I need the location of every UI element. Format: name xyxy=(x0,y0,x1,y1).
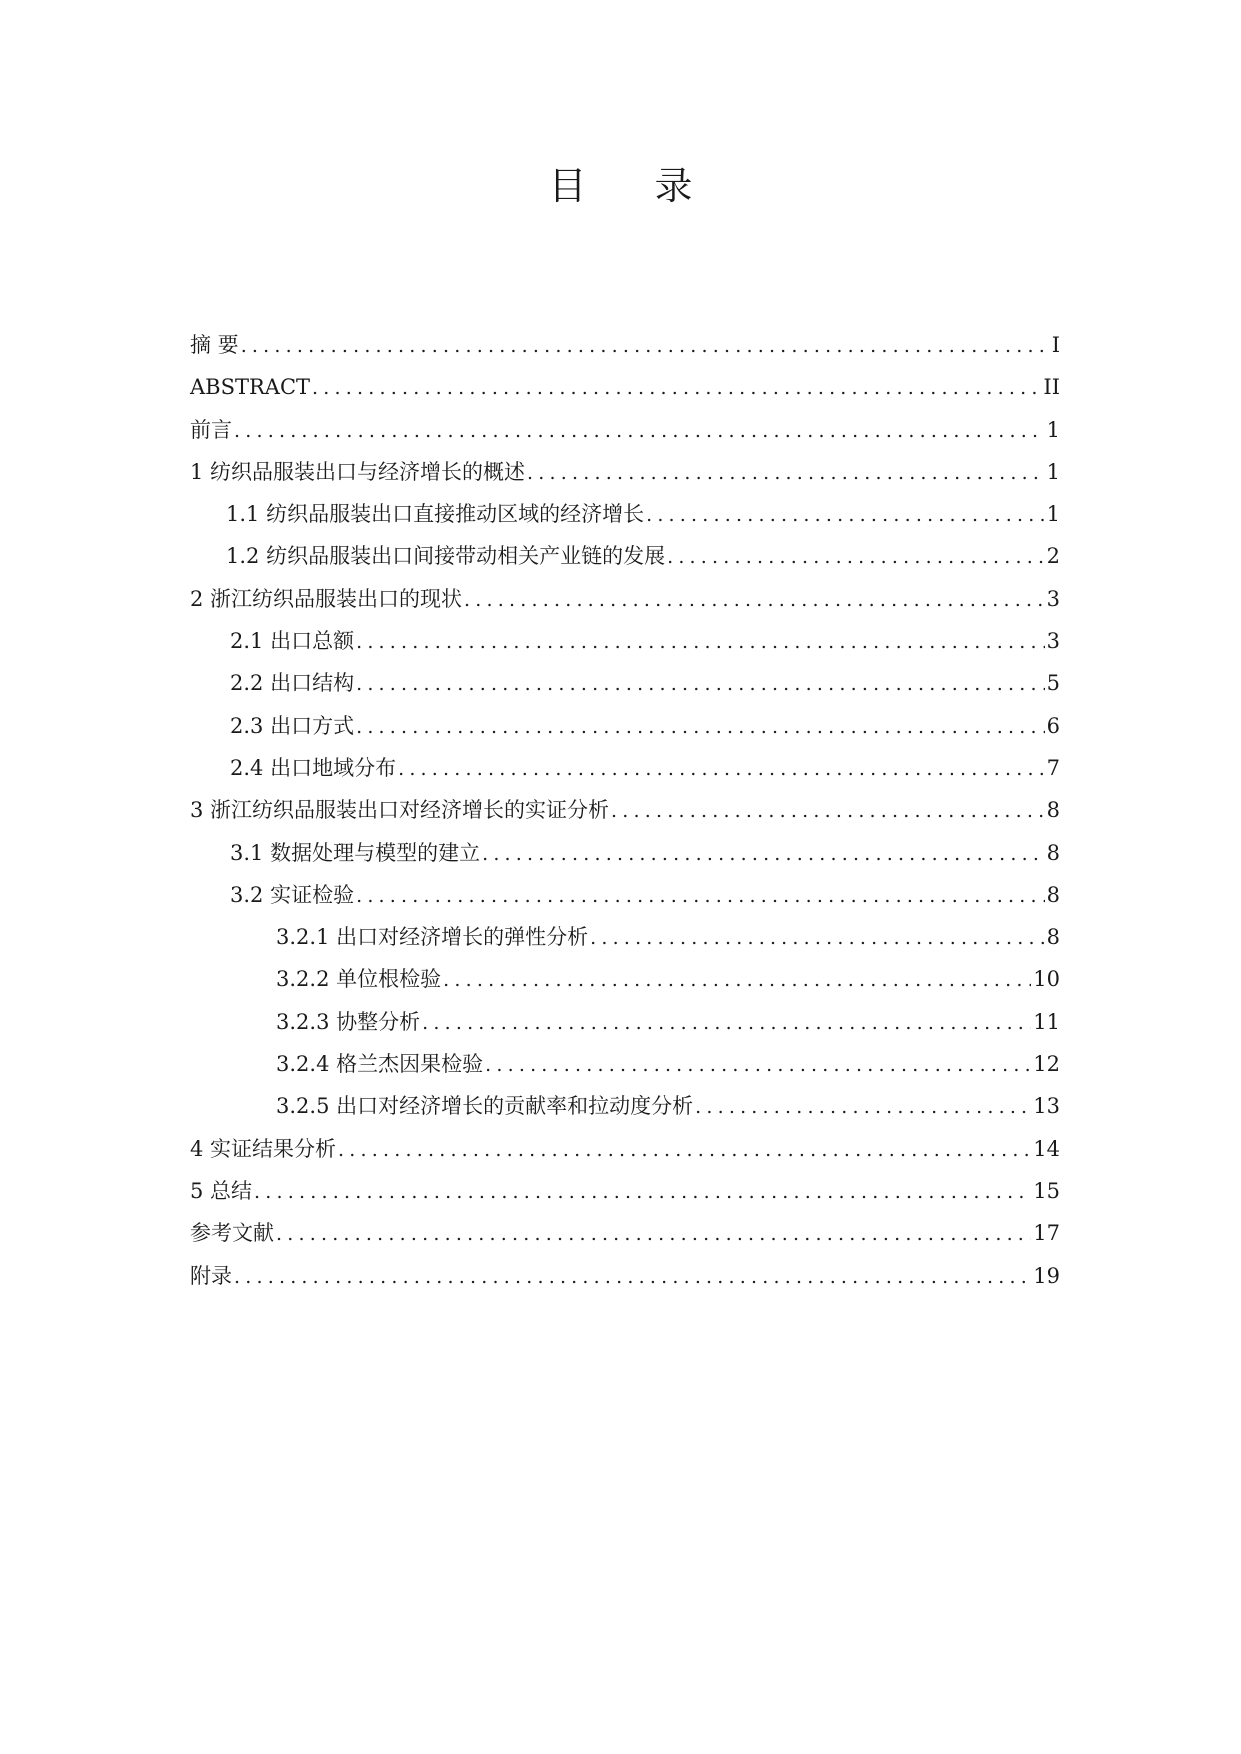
toc-dot-leader xyxy=(646,494,1045,536)
toc-entry-label: 3.2.3 协整分析 xyxy=(276,1009,421,1034)
toc-entry-page: 7 xyxy=(1046,755,1060,780)
toc-entry-section-1-2[interactable] xyxy=(190,535,1060,577)
toc-entry-label: 2.2 出口结构 xyxy=(230,671,355,696)
toc-entry-label: 3 浙江纺织品服装出口对经济增长的实证分析 xyxy=(190,798,610,823)
toc-dot-leader xyxy=(356,706,1045,748)
toc-dot-leader xyxy=(422,1002,1031,1044)
toc-dot-leader xyxy=(356,621,1045,663)
table-of-contents xyxy=(190,324,1060,1297)
toc-entry-page: 12 xyxy=(1033,1052,1060,1077)
toc-entry-page: 5 xyxy=(1046,671,1060,696)
toc-entry-label: 3.2.1 出口对经济增长的弹性分析 xyxy=(276,925,589,950)
toc-dot-leader xyxy=(590,917,1045,959)
toc-dot-leader xyxy=(234,410,1045,452)
toc-dot-leader xyxy=(482,833,1045,875)
toc-dot-leader xyxy=(254,1171,1031,1213)
toc-entry-label: 1.2 纺织品服装出口间接带动相关产业链的发展 xyxy=(226,544,666,569)
toc-entry-label: 3.2.4 格兰杰因果检验 xyxy=(276,1052,484,1077)
toc-entry-label: 3.2 实证检验 xyxy=(230,882,355,907)
toc-dot-leader xyxy=(611,790,1045,832)
toc-entry-page: 8 xyxy=(1046,925,1060,950)
toc-entry-section-1-1[interactable] xyxy=(190,493,1060,535)
toc-entry-page: 17 xyxy=(1033,1221,1060,1246)
toc-entry-page: 8 xyxy=(1046,882,1060,907)
toc-entry-chapter-5[interactable] xyxy=(190,1170,1060,1212)
toc-entry-section-2-4[interactable] xyxy=(190,747,1060,789)
toc-entry-chapter-2[interactable] xyxy=(190,578,1060,620)
toc-entry-page: 2 xyxy=(1046,544,1060,569)
toc-entry-page: 19 xyxy=(1033,1263,1060,1288)
toc-entry-appendix[interactable] xyxy=(190,1255,1060,1297)
toc-entry-page: 8 xyxy=(1046,798,1060,823)
toc-entry-label: 3.2.2 单位根检验 xyxy=(276,967,442,992)
toc-dot-leader xyxy=(443,959,1031,1001)
toc-entry-label: 5 总结 xyxy=(190,1178,253,1203)
toc-entry-section-3-2[interactable] xyxy=(190,874,1060,916)
toc-entry-preface[interactable] xyxy=(190,409,1060,451)
toc-dot-leader xyxy=(398,748,1045,790)
toc-entry-section-2-2[interactable] xyxy=(190,662,1060,704)
toc-entry-page: 8 xyxy=(1046,840,1060,865)
toc-entry-page: 13 xyxy=(1033,1094,1060,1119)
toc-entry-page: 14 xyxy=(1033,1136,1060,1161)
toc-entry-section-3-2-4[interactable] xyxy=(190,1043,1060,1085)
toc-entry-page: 1 xyxy=(1046,459,1060,484)
toc-dot-leader xyxy=(276,1213,1031,1255)
toc-entry-label: ABSTRACT xyxy=(190,375,311,400)
toc-entry-label: 2 浙江纺织品服装出口的现状 xyxy=(190,586,463,611)
toc-entry-page: 1 xyxy=(1046,417,1060,442)
toc-entry-label: 2.4 出口地域分布 xyxy=(230,755,397,780)
toc-dot-leader xyxy=(527,452,1045,494)
toc-entry-page: 15 xyxy=(1033,1178,1060,1203)
toc-entry-page: 10 xyxy=(1033,967,1060,992)
toc-entry-page: 1 xyxy=(1046,502,1060,527)
toc-dot-leader xyxy=(241,325,1050,367)
toc-entry-page: II xyxy=(1043,375,1060,400)
toc-entry-page: 3 xyxy=(1046,629,1060,654)
toc-entry-section-3-2-5[interactable] xyxy=(190,1085,1060,1127)
toc-entry-label: 4 实证结果分析 xyxy=(190,1136,337,1161)
toc-dot-leader xyxy=(667,536,1045,578)
toc-entry-section-3-1[interactable] xyxy=(190,832,1060,874)
toc-entry-label: 1.1 纺织品服装出口直接推动区域的经济增长 xyxy=(226,502,645,527)
toc-entry-page: 3 xyxy=(1046,586,1060,611)
toc-entry-page: I xyxy=(1051,333,1060,357)
toc-dot-leader xyxy=(338,1129,1031,1171)
toc-dot-leader xyxy=(695,1086,1031,1128)
toc-entry-chapter-4[interactable] xyxy=(190,1128,1060,1170)
toc-entry-section-2-1[interactable] xyxy=(190,620,1060,662)
toc-entry-label: 参考文献 xyxy=(190,1221,274,1246)
toc-entry-section-2-3[interactable] xyxy=(190,705,1060,747)
toc-entry-label: 1 纺织品服装出口与经济增长的概述 xyxy=(190,459,526,484)
toc-entry-abstract-en[interactable] xyxy=(190,366,1060,408)
toc-entry-label: 2.3 出口方式 xyxy=(230,713,355,738)
toc-entry-label: 3.1 数据处理与模型的建立 xyxy=(230,840,481,865)
toc-entry-abstract-cn[interactable] xyxy=(190,324,1060,366)
toc-entry-label: 3.2.5 出口对经济增长的贡献率和拉动度分析 xyxy=(276,1094,694,1119)
toc-entry-section-3-2-3[interactable] xyxy=(190,1001,1060,1043)
toc-entry-references[interactable] xyxy=(190,1212,1060,1254)
toc-entry-label: 前言 xyxy=(190,417,232,442)
toc-dot-leader xyxy=(356,663,1045,705)
toc-dot-leader xyxy=(234,1256,1031,1298)
toc-entry-section-3-2-1[interactable] xyxy=(190,916,1060,958)
toc-entry-label: 2.1 出口总额 xyxy=(230,629,355,654)
toc-title: 目 录 xyxy=(548,164,721,208)
toc-entry-label: 附录 xyxy=(190,1263,232,1288)
toc-dot-leader xyxy=(356,875,1045,917)
toc-entry-label: 摘 要 xyxy=(190,333,239,357)
toc-entry-chapter-3[interactable] xyxy=(190,789,1060,831)
toc-entry-chapter-1[interactable] xyxy=(190,451,1060,493)
toc-dot-leader xyxy=(464,579,1045,621)
toc-entry-page: 11 xyxy=(1033,1009,1060,1034)
toc-dot-leader xyxy=(312,367,1041,409)
toc-dot-leader xyxy=(485,1044,1031,1086)
toc-entry-page: 6 xyxy=(1046,713,1060,738)
toc-entry-section-3-2-2[interactable] xyxy=(190,958,1060,1000)
